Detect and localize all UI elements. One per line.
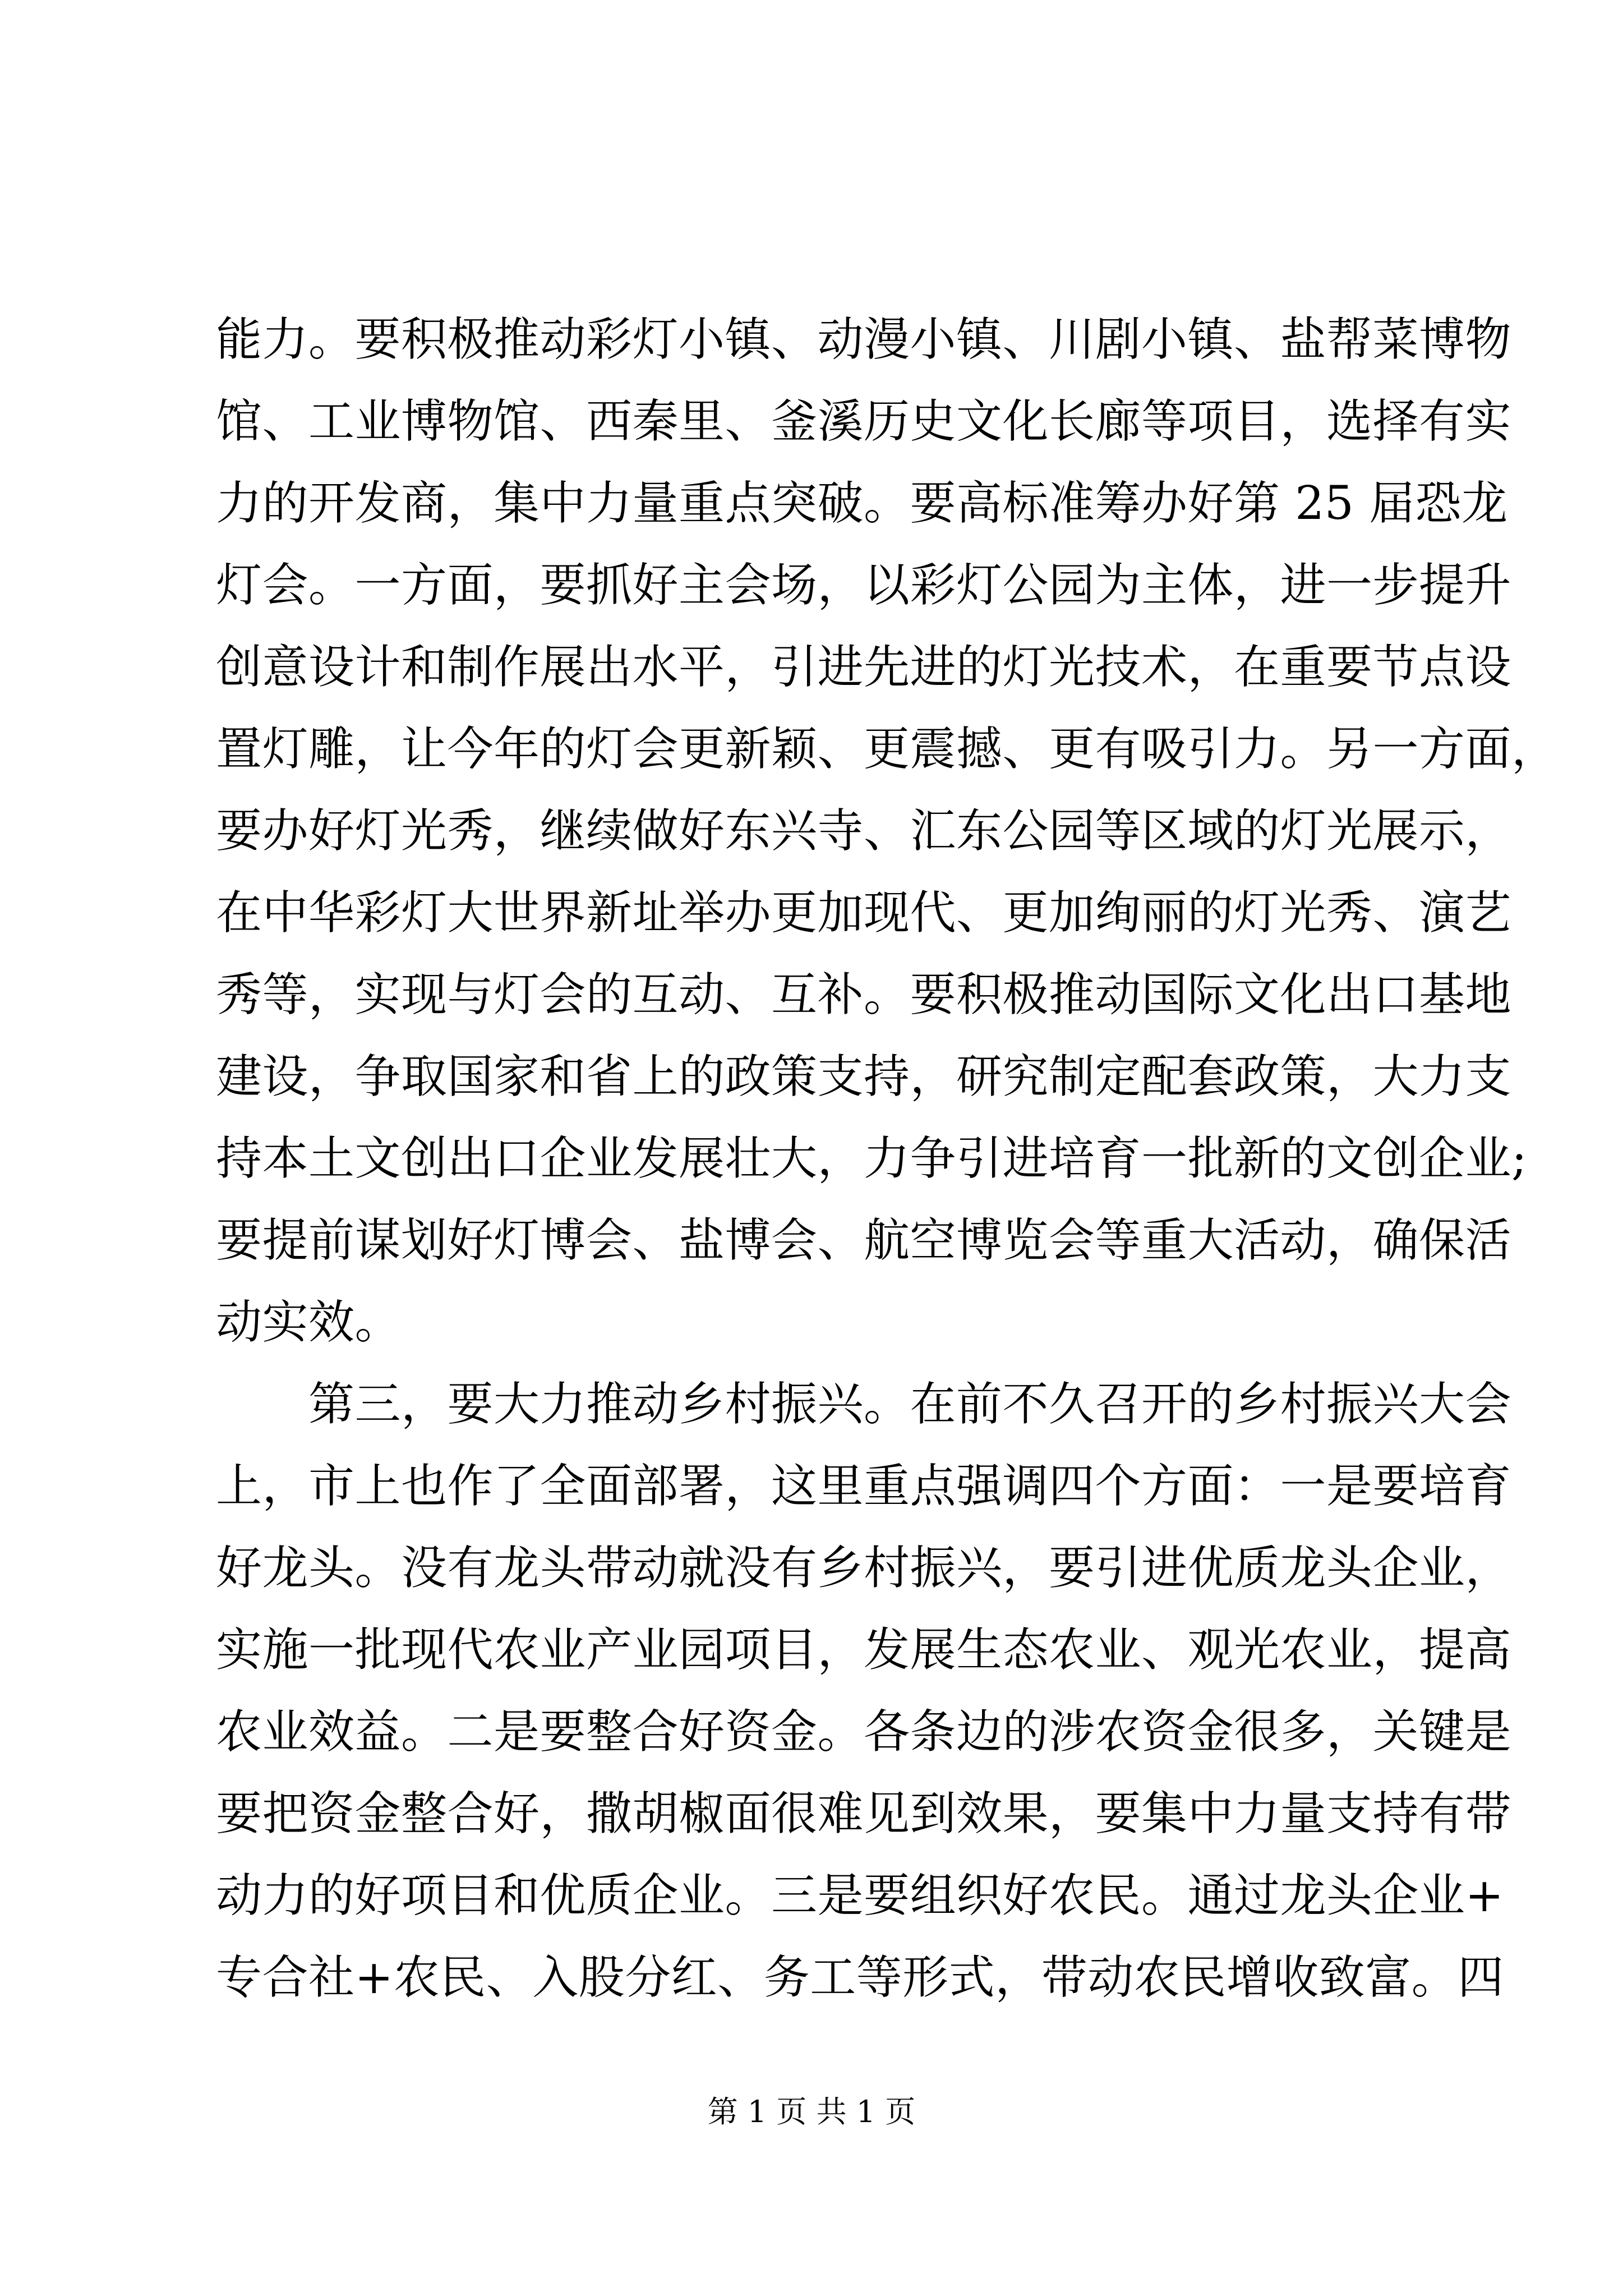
text-line: 好龙头。没有龙头带动就没有乡村振兴，要引进优质龙头企业，	[216, 1542, 1512, 1595]
text-line: 置灯雕，让今年的灯会更新颖、更震撼、更有吸引力。另一方面，	[216, 723, 1558, 776]
text-line: 建设，争取国家和省上的政策支持，研究制定配套政策，大力支	[216, 1050, 1512, 1103]
text-line: 上，市上也作了全面部署，这里重点强调四个方面：一是要培育	[216, 1460, 1512, 1513]
text-line: 持本土文创出口企业发展壮大，力争引进培育一批新的文创企业;	[216, 1132, 1528, 1185]
text-line: 在中华彩灯大世界新址举办更加现代、更加绚丽的灯光秀、演艺	[216, 886, 1512, 940]
text-line: 专合社+农民、入股分红、务工等形式，带动农民增收致富。四	[216, 1951, 1504, 2004]
text-line: 农业效益。二是要整合好资金。各条边的涉农资金很多，关键是	[216, 1705, 1512, 1759]
text-line: 要提前谋划好灯博会、盐博会、航空博览会等重大活动，确保活	[216, 1214, 1512, 1267]
text-line: 力的开发商，集中力量重点突破。要高标准筹办好第 25 届恐龙	[216, 477, 1508, 530]
text-line: 馆、工业博物馆、西秦里、釜溪历史文化长廊等项目，选择有实	[216, 395, 1512, 448]
text-line: 秀等，实现与灯会的互动、互补。要积极推动国际文化出口基地	[216, 968, 1512, 1022]
page-number-footer: 第 1 页 共 1 页	[707, 2094, 916, 2129]
text-line: 要办好灯光秀，继续做好东兴寺、汇东公园等区域的灯光展示，	[216, 804, 1512, 858]
text-line: 灯会。一方面，要抓好主会场，以彩灯公园为主体，进一步提升	[216, 559, 1512, 612]
body-text	[216, 299, 1558, 2019]
text-line: 要把资金整合好，撒胡椒面很难见到效果，要集中力量支持有带	[216, 1787, 1512, 1841]
text-line: 能力。要积极推动彩灯小镇、动漫小镇、川剧小镇、盐帮菜博物	[216, 313, 1512, 366]
text-line: 实施一批现代农业产业园项目，发展生态农业、观光农业，提高	[216, 1623, 1512, 1677]
text-line: 动实效。	[216, 1296, 402, 1349]
text-line: 创意设计和制作展出水平，引进先进的灯光技术，在重要节点设	[216, 641, 1512, 694]
text-line: 动力的好项目和优质企业。三是要组织好农民。通过龙头企业+	[216, 1869, 1504, 1922]
text-line: 第三，要大力推动乡村振兴。在前不久召开的乡村振兴大会	[216, 1378, 1512, 1431]
